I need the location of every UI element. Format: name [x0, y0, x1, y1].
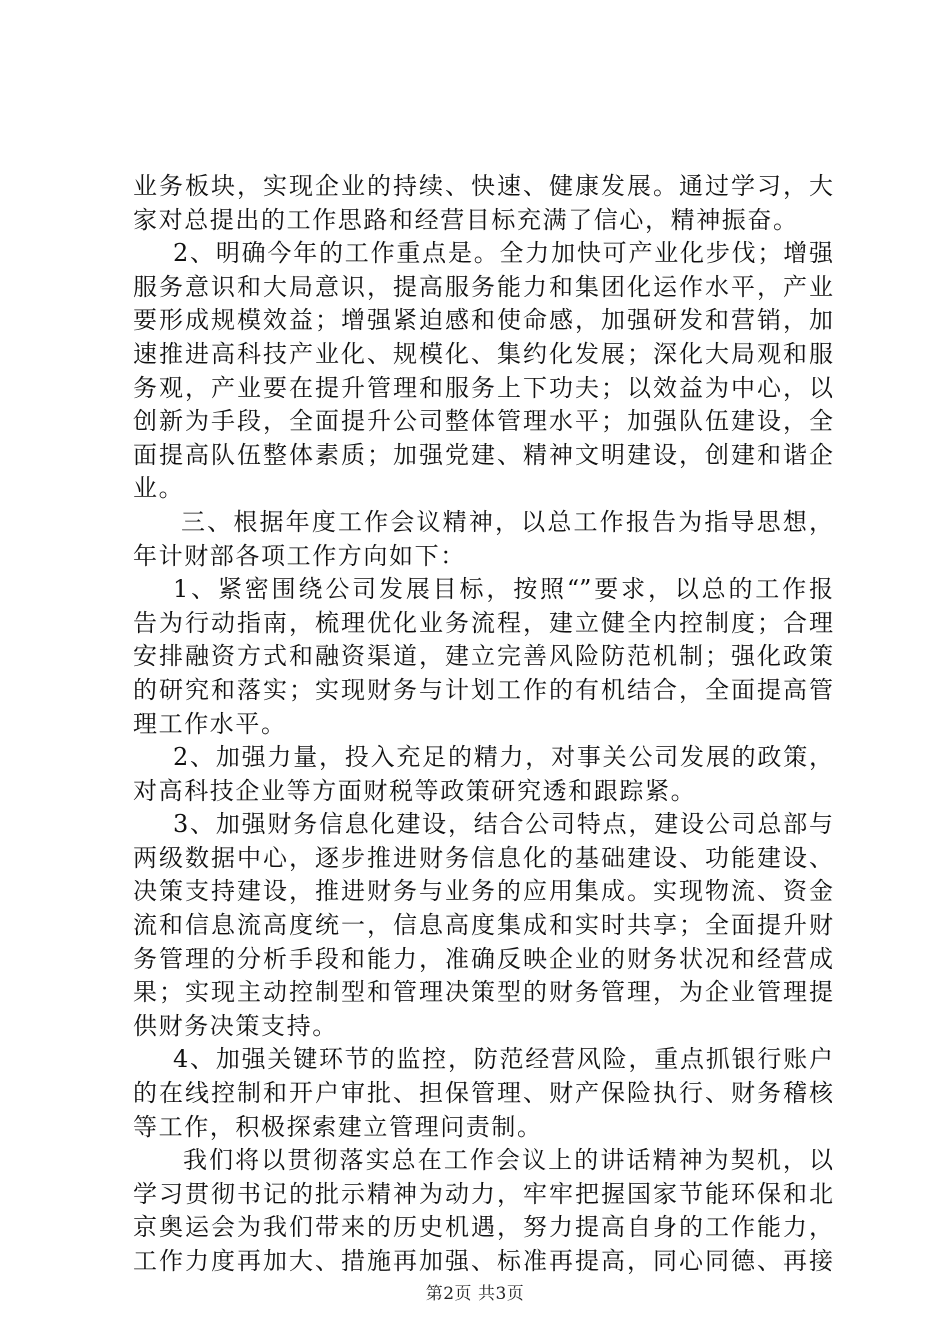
text-line: 务管理的分析手段和能力，准确反映企业的财务状况和经营成 [133, 944, 833, 973]
text-line: 决策支持建设，推进财务与业务的应用集成。实现物流、资金 [133, 877, 833, 906]
text-line: 供财务决策支持。 [133, 1011, 338, 1040]
text-line: 理工作水平。 [133, 709, 287, 738]
document-body [133, 170, 833, 1279]
text-line: 等工作，积极探索建立管理问责制。 [133, 1112, 543, 1141]
text-line: 业务板块，实现企业的持续、快速、健康发展。通过学习，大 [133, 172, 833, 200]
text-line: 速推进高科技产业化、规模化、集约化发展；深化大局观和服 [133, 339, 833, 368]
text-line: 京奥运会为我们带来的历史机遇，努力提高自身的工作能力， [133, 1213, 833, 1242]
text-line: 两级数据中心，逐步推进财务信息化的基础建设、功能建设、 [133, 843, 833, 872]
text-line: 年计财部各项工作方向如下： [133, 541, 466, 570]
text-line: 家对总提出的工作思路和经营目标充满了信心，精神振奋。 [133, 205, 799, 234]
text-line: 创新为手段，全面提升公司整体管理水平；加强队伍建设，全 [133, 407, 833, 436]
text-line: 告为行动指南，梳理优化业务流程，建立健全内控制度；合理 [133, 608, 833, 637]
text-line: 2、明确今年的工作重点是。全力加快可产业化步伐；增强 [173, 239, 833, 268]
text-line: 服务意识和大局意识，提高服务能力和集团化运作水平，产业 [133, 272, 833, 301]
text-line: 三、根据年度工作会议精神，以总工作报告为指导思想， [181, 507, 833, 536]
text-line: 4、加强关键环节的监控，防范经营风险，重点抓银行账户 [173, 1045, 833, 1074]
text-line: 的研究和落实；实现财务与计划工作的有机结合，全面提高管 [133, 675, 833, 704]
text-line: 业。 [133, 474, 185, 503]
text-line: 面提高队伍整体素质；加强党建、精神文明建设，创建和谐企 [133, 440, 833, 469]
text-line: 2、加强力量，投入充足的精力，对事关公司发展的政策， [173, 743, 833, 772]
text-line: 1、紧密围绕公司发展目标，按照“”要求，以总的工作报 [173, 575, 833, 604]
text-line: 工作力度再加大、措施再加强、标准再提高，同心同德、再接 [133, 1247, 833, 1275]
text-line: 安排融资方式和融资渠道，建立完善风险防范机制；强化政策 [133, 642, 833, 671]
text-line: 对高科技企业等方面财税等政策研究透和跟踪紧。 [133, 776, 697, 805]
text-line: 果；实现主动控制型和管理决策型的财务管理，为企业管理提 [133, 978, 833, 1007]
text-line: 学习贯彻书记的批示精神为动力，牢牢把握国家节能环保和北 [133, 1179, 833, 1208]
text-line: 要形成规模效益；增强紧迫感和使命感，加强研发和营销，加 [133, 306, 833, 335]
text-line: 3、加强财务信息化建设，结合公司特点，建设公司总部与 [173, 810, 833, 839]
page-number-footer: 第2页 共3页 [425, 1284, 525, 1304]
text-line: 我们将以贯彻落实总在工作会议上的讲话精神为契机，以 [183, 1146, 833, 1175]
text-line: 的在线控制和开户审批、担保管理、财产保险执行、财务稽核 [133, 1079, 833, 1108]
text-line: 务观，产业要在提升管理和服务上下功夫；以效益为中心，以 [133, 373, 833, 402]
text-line: 流和信息流高度统一，信息高度集成和实时共享；全面提升财 [133, 911, 833, 940]
